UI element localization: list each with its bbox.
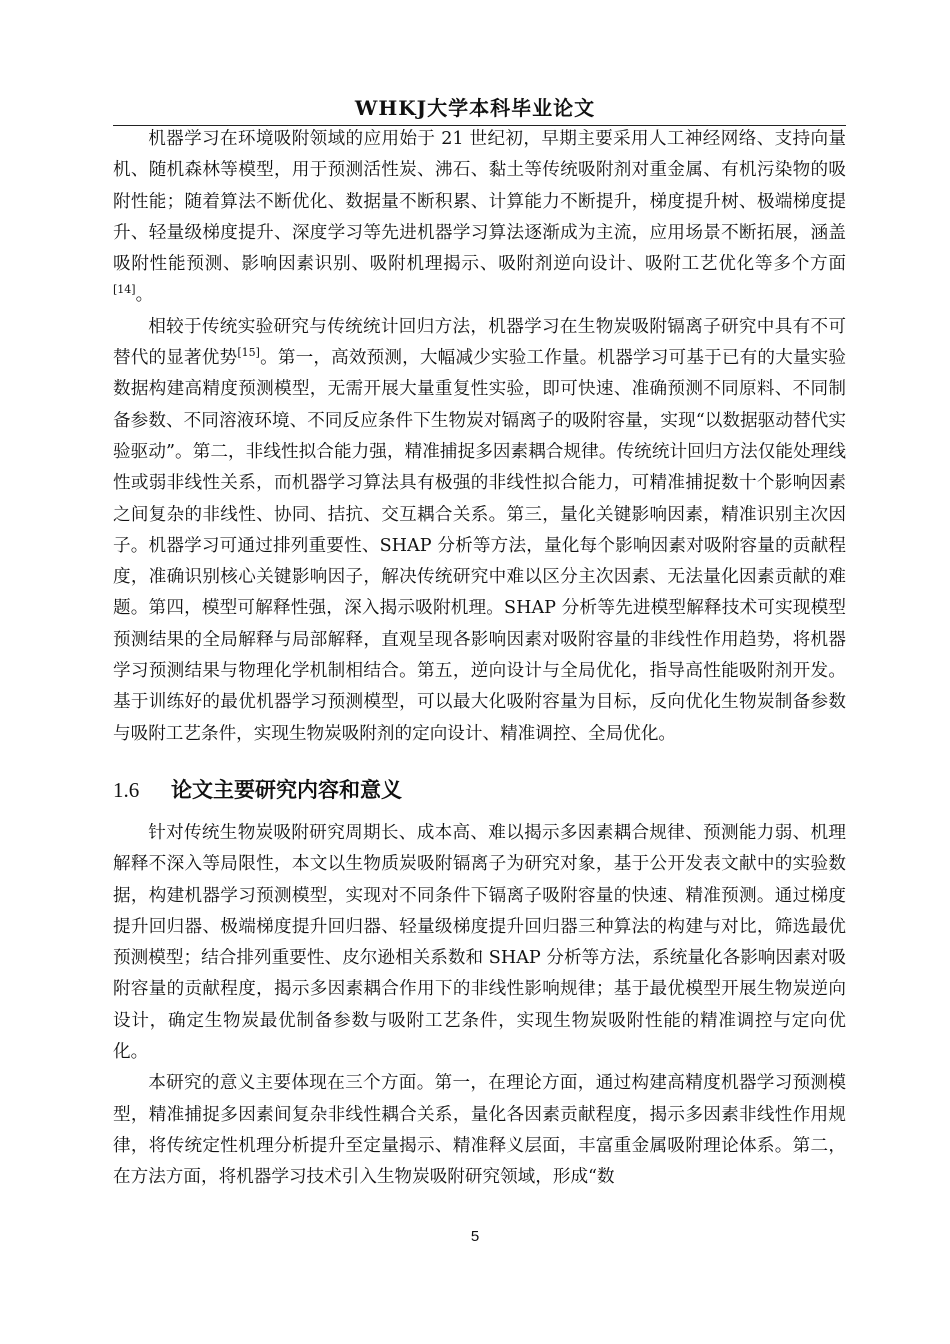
page-body [113,124,846,1194]
citation-ref-14: [14] [113,283,136,297]
section-title: 论文主要研究内容和意义 [171,776,402,802]
paragraph-text-tail: 。 [135,285,154,306]
paragraph-text-tail: 。第一，高效预测，大幅减少实验工作量。机器学习可基于已有的大量实验数据构建高精度预测模型，无需开展大量重复性实验，即可快速、准确预测不同原料、不同制备参数、不同溶液环境、不同反应条件下生物炭对镉离子的吸附容量，实现“以数据驱动替代实验驱动”。第二，非线性拟合能力强，精准捕捉多因素耦合规律。传统统计回归方法仅能处理线性或弱非线性关系，而机器学习算法具有极强的非线性拟合能力，可精准捕捉数十个影响因素之间复杂的非线性、协同、拮抗、交互耦合关系。第三，量化关键影响因素，精准识别主次因子。机器学习可通过排列重要性、SHAP 分析等方法，量化每个影响因素对吸附容量的贡献程度，准确识别核心关键影响因子，解决传统研究中难以区分主次因素、无法量化因素贡献的难题。第四，模型可解释性强，深入揭示吸附机理。SHAP 分析等先进模型解释技术可实现模型预测结果的全局解释与局部解释，直观呈现各影响因素对吸附容量的非线性作用趋势，将机器学习预测结果与物理化学机制相结合。第五，逆向设计与全局优化，指导高性能吸附剂开发。基于训练好的最优机器学习预测模型，可以最大化吸附容量为目标，反向优化生物炭制备参数与吸附工艺条件，实现生物炭吸附剂的定向设计、精准调控、全局优化。 [113,348,846,744]
paragraph-research-significance [113,1068,846,1193]
section-heading [113,772,846,808]
paragraph-text: 本研究的意义主要体现在三个方面。第一，在理论方面，通过构建高精度机器学习预测模型，精准捕捉多因素间复杂非线性耦合关系，量化各因素贡献程度，揭示多因素非线性作用规律，将传统定性机理分析提升至定量揭示、精准释义层面，丰富重金属吸附理论体系。第二，在方法方面，将机器学习技术引入生物炭吸附研究领域，形成“数 [113,1073,846,1188]
running-header-title: WHKJ大学本科毕业论文 [354,96,596,120]
section-number: 1.6 [113,777,140,802]
paragraph-ml-history [113,124,846,312]
citation-ref-15: [15] [237,346,260,360]
paragraph-ml-advantages [113,312,846,750]
paragraph-text: 机器学习在环境吸附领域的应用始于 21 世纪初，早期主要采用人工神经网络、支持向量机、随机森林等模型，用于预测活性炭、沸石、黏土等传统吸附剂对重金属、有机污染物的吸附性能；随着算法不断优化、数据量不断积累、计算能力不断提升，梯度提升树、极端梯度提升、轻量级梯度提升、深度学习等先进机器学习算法逐渐成为主流，应用场景不断拓展，涵盖吸附性能预测、影响因素识别、吸附机理揭示、吸附剂逆向设计、吸附工艺优化等多个方面 [113,129,846,275]
paragraph-text: 相较于传统实验研究与传统统计回归方法，机器学习在生物炭吸附镉离子研究中具有不可替代的显著优势 [113,316,846,369]
paragraph-text: 针对传统生物炭吸附研究周期长、成本高、难以揭示多因素耦合规律、预测能力弱、机理解释不深入等局限性，本文以生物质炭吸附镉离子为研究对象，基于公开发表文献中的实验数据，构建机器学习预测模型，实现对不同条件下镉离子吸附容量的快速、精准预测。通过梯度提升回归器、极端梯度提升回归器、轻量级梯度提升回归器三种算法的构建与对比，筛选最优预测模型；结合排列重要性、皮尔逊相关系数和 SHAP 分析等方法，系统量化各影响因素对吸附容量的贡献程度，揭示多因素耦合作用下的非线性影响规律；基于最优模型开展生物炭逆向设计，确定生物炭最优制备参数与吸附工艺条件，实现生物炭吸附性能的精准调控与定向优化。 [113,822,846,1063]
page-number: 5 [470,1228,480,1245]
paragraph-research-content [113,818,846,1068]
